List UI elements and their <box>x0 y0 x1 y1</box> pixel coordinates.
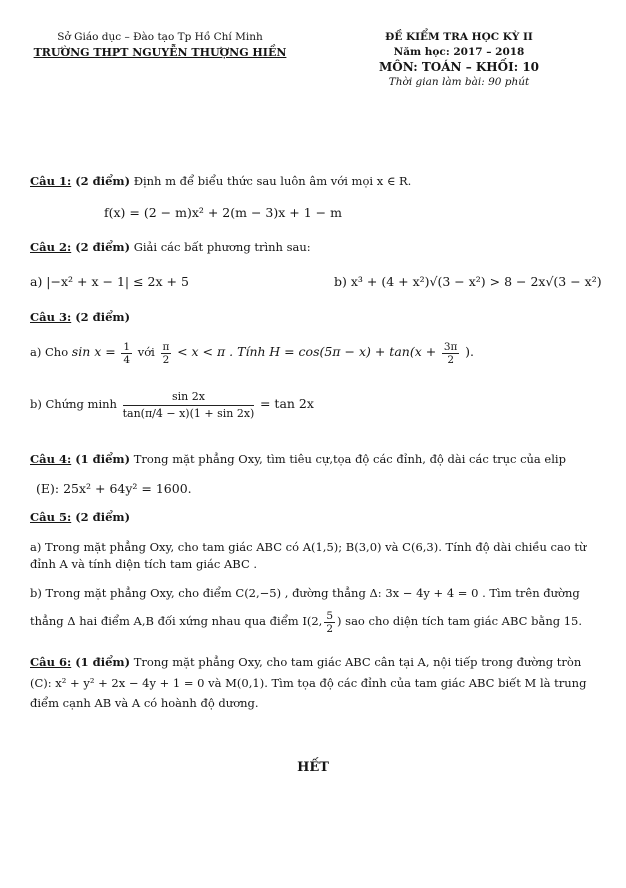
question-points: (1 điểm) <box>75 452 131 466</box>
question-label: Câu 6: <box>30 655 72 669</box>
school-year: Năm học: 2017 – 2018 <box>393 46 525 58</box>
question-label: Câu 3: <box>30 310 72 324</box>
question-text: Định m để biểu thức sau luôn âm với mọi x ∈ R. <box>133 174 412 188</box>
question-points: (2 điểm) <box>75 240 131 254</box>
end-marker: HẾT <box>297 760 329 775</box>
question-points: (2 điểm) <box>75 310 131 324</box>
q5-part-b-line1: b) Trong mặt phẳng Oxy, cho điểm C(2,−5) , đường thẳng Δ: 3x − 4y + 4 = 0 . Tìm trên đường <box>30 586 580 600</box>
q5-part-b-line2 <box>30 606 582 636</box>
q3a-sin: sin x = <box>71 344 116 359</box>
q5b-fraction: $\frac{5}{2}$ <box>326 609 334 635</box>
question-5 <box>30 510 130 524</box>
q6-line3: điểm cạnh AB và A có hoành độ dương. <box>30 696 259 710</box>
question-points: (2 điểm) <box>75 510 131 524</box>
question-label: Câu 2: <box>30 240 72 254</box>
q3a-H: H = cos(5π − x) + tan(x + <box>269 344 437 359</box>
q3a-pi-fraction: $\frac{\pi}{2}$ <box>162 340 170 366</box>
duration: Thời gian làm bài: 90 phút <box>388 76 530 88</box>
question-3 <box>30 310 130 324</box>
q3-part-b <box>30 384 314 424</box>
q5b-post: ) sao cho diện tích tam giác ABC bằng 15. <box>337 614 583 628</box>
q2-part-a: a) |−x² + x − 1| ≤ 2x + 5 <box>30 274 189 289</box>
question-text: Giải các bất phương trình sau: <box>133 240 311 254</box>
question-4 <box>30 452 566 466</box>
school-name: TRƯỜNG THPT NGUYỄN THƯỢNG HIỀN <box>33 46 287 59</box>
header-left <box>30 30 290 60</box>
q3a-prefix: a) Cho <box>30 345 69 359</box>
q3b-rhs: = tan 2x <box>259 396 314 411</box>
q5-part-a-line2: đỉnh A và tính diện tích tam giác ABC . <box>30 557 258 571</box>
q5b-pre: thẳng Δ hai điểm A,B đối xứng nhau qua điểm I(2, <box>30 614 323 628</box>
q6-line2: (C): x² + y² + 2x − 4y + 1 = 0 và M(0,1). Tìm tọa độ các đỉnh của tam giác ABC biết M là trung <box>30 676 587 690</box>
question-6 <box>30 655 581 669</box>
question-text: Trong mặt phẳng Oxy, cho tam giác ABC cân tại A, nội tiếp trong đường tròn <box>133 655 582 669</box>
q2-part-b: b) x³ + (4 + x²)√(3 − x²) > 8 − 2x√(3 − x²) <box>334 274 602 289</box>
department-name: Sở Giáo dục – Đào tạo Tp Hồ Chí Minh <box>57 31 263 43</box>
question-label: Câu 1: <box>30 174 72 188</box>
q5-part-a-line1: a) Trong mặt phẳng Oxy, cho tam giác ABC có A(1,5); B(3,0) và C(6,3). Tính độ dài chiều cao từ <box>30 540 587 554</box>
exam-title: ĐỀ KIỂM TRA HỌC KỲ II <box>385 31 533 43</box>
question-points: (1 điểm) <box>75 655 131 669</box>
header-right <box>374 30 544 90</box>
q3a-with: với <box>137 345 155 359</box>
question-text: Trong mặt phẳng Oxy, tìm tiêu cự,tọa độ các đỉnh, độ dài các trục của elip <box>133 452 566 466</box>
question-1 <box>30 174 411 188</box>
question-2 <box>30 240 311 254</box>
q3a-range: < x < π . Tính <box>177 344 266 359</box>
q3b-prefix: b) Chứng minh <box>30 397 117 411</box>
question-label: Câu 4: <box>30 452 72 466</box>
q3-part-a <box>30 338 474 366</box>
q4-formula: (E): 25x² + 64y² = 1600. <box>36 481 192 496</box>
q3a-fraction: $\frac{1}{4}$ <box>123 340 131 366</box>
q3a-3pi-fraction: $\frac{3\pi}{2}$ <box>443 340 458 366</box>
subject: MÔN: TOÁN – KHỐI: 10 <box>378 60 540 74</box>
q1-formula: f(x) = (2 − m)x² + 2(m − 3)x + 1 − m <box>104 205 342 220</box>
q3a-end: ). <box>465 344 474 359</box>
question-label: Câu 5: <box>30 510 72 524</box>
question-points: (2 điểm) <box>75 174 131 188</box>
q3b-fraction: $\frac{\sin 2x}{\tan(\pi/4 - x)(1 + \sin 2x)}$ <box>122 389 255 420</box>
